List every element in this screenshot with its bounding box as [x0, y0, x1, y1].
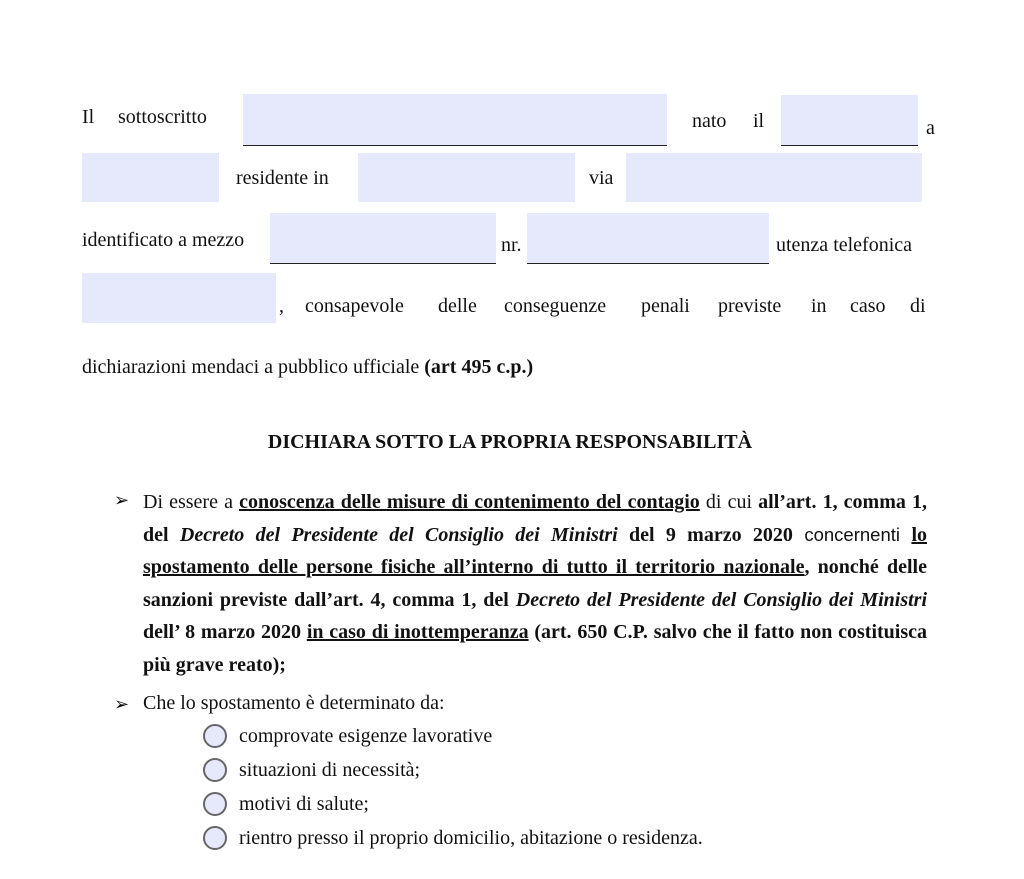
decl-part-6: del 9 marzo 2020	[617, 523, 793, 546]
label-nato: nato	[692, 110, 727, 132]
declaration-paragraph	[143, 486, 927, 682]
label-sottoscritto: sottoscritto	[118, 106, 207, 128]
radio-necessity[interactable]	[203, 758, 227, 782]
bullet-arrow-icon: ➢	[114, 490, 130, 510]
decl-part-10: Decreto del Presidente del Consiglio dei Ministri	[515, 588, 927, 611]
radio-label-work: comprovate esigenze lavorative	[239, 725, 493, 747]
birth-place-field[interactable]	[82, 153, 219, 202]
art495-text: (art 495 c.p.)	[424, 356, 534, 378]
decl-part-7: concernenti	[792, 523, 912, 545]
bullet-arrow-icon: ➢	[114, 694, 130, 714]
radio-label-health: motivi di salute;	[239, 793, 369, 815]
radio-return-home[interactable]	[203, 826, 227, 850]
label-comma: ,	[279, 295, 284, 317]
label-dichiarazioni	[82, 355, 533, 379]
decl-part-12: in caso di inottemperanza	[306, 621, 529, 644]
word-consapevole: consapevole	[305, 295, 404, 317]
word-penali: penali	[641, 295, 690, 317]
word-conseguenze: conseguenze	[504, 295, 607, 317]
dichiarazioni-text: dichiarazioni mendaci a pubblico ufficiale	[82, 356, 420, 378]
phone-field[interactable]	[82, 273, 276, 323]
page-title-text: DICHIARA SOTTO LA PROPRIA RESPONSABILITÀ	[267, 431, 753, 453]
radio-label-return-home: rientro presso il proprio domicilio, abitazione o residenza.	[239, 827, 703, 849]
decl-part-5: Decreto del Presidente del Consiglio dei Ministri	[179, 523, 618, 546]
label-nato-il: il	[753, 110, 765, 132]
decl-part-8: lo spostamento delle persone fisiche all’interno di tutto il territorio nazionale	[143, 523, 927, 579]
word-delle: delle	[438, 295, 477, 317]
radio-work[interactable]	[203, 724, 227, 748]
id-number-field[interactable]	[527, 213, 769, 264]
word-previste: previste	[718, 295, 782, 317]
label-il: Il	[82, 106, 95, 128]
label-identificato: identificato a mezzo	[82, 229, 245, 251]
word-in: in	[811, 295, 827, 317]
label-utenza: utenza telefonica	[776, 234, 913, 256]
word-caso: caso	[850, 295, 886, 317]
page-title	[0, 430, 1024, 454]
label-residente: residente in	[236, 167, 329, 189]
label-via: via	[589, 167, 614, 189]
decl-part-4: all’art. 1, comma 1, del	[143, 491, 927, 546]
decl-part-3: di cui	[699, 491, 759, 513]
radio-health[interactable]	[203, 792, 227, 816]
decl-part-11: dell’ 8 marzo 2020	[143, 621, 307, 644]
decl-part-2: conoscenza delle misure di contenimento del contagio	[239, 491, 700, 513]
name-field[interactable]	[243, 94, 667, 146]
word-di: di	[910, 295, 926, 317]
residence-city-field[interactable]	[358, 153, 575, 202]
radio-label-necessity: situazioni di necessità;	[239, 759, 421, 781]
birth-date-field[interactable]	[781, 95, 918, 146]
movement-intro: Che lo spostamento è determinato da:	[143, 692, 445, 714]
decl-part-13: (art. 650 C.P. salvo che il fatto non costituisca più grave reato);	[143, 621, 928, 676]
decl-part-9: , nonché delle sanzioni previste dall’art. 4, comma 1, del	[143, 556, 927, 611]
id-document-field[interactable]	[270, 213, 496, 264]
decl-part-1: Di essere a	[143, 491, 240, 513]
label-nr: nr.	[501, 234, 522, 256]
street-field[interactable]	[626, 153, 922, 202]
label-a: a	[926, 117, 935, 139]
